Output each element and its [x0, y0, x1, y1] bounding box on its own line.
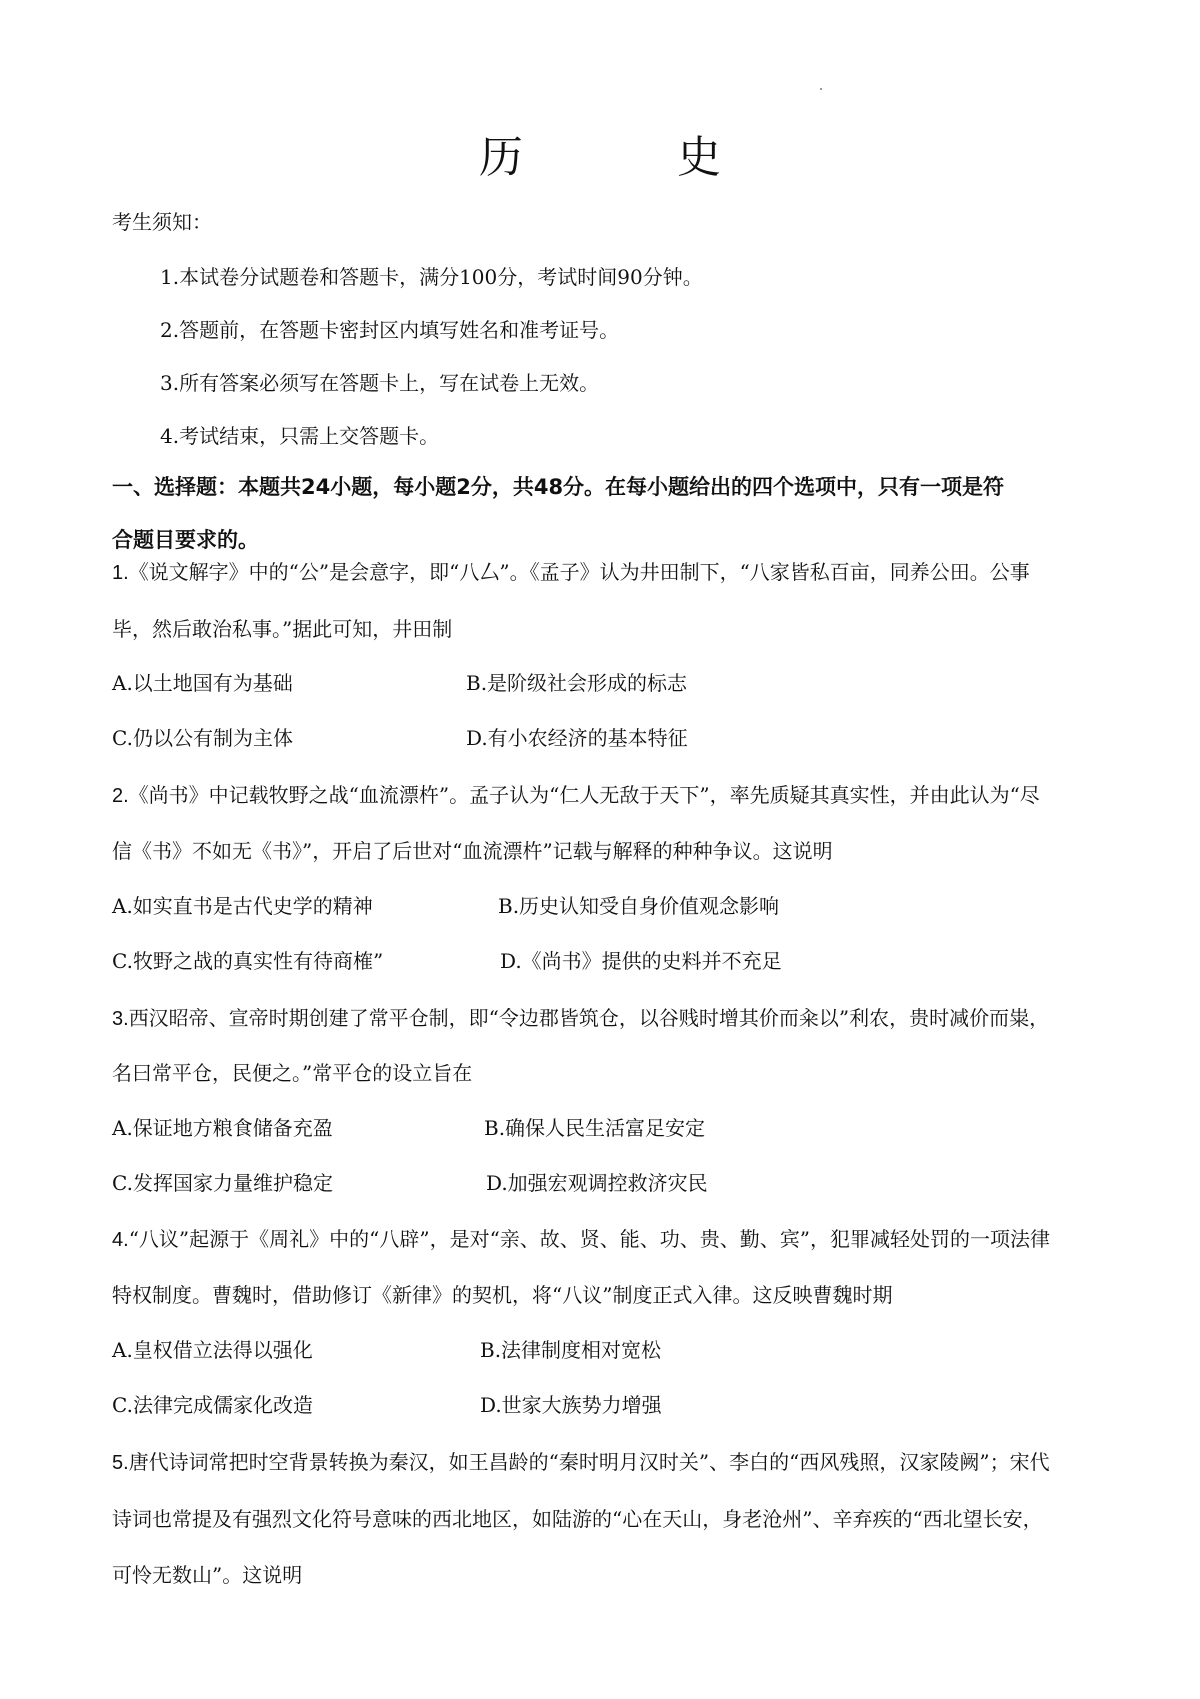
option-b: B.历史认知受自身价值观念影响: [498, 894, 780, 918]
option-b: B.是阶级社会形成的标志: [466, 671, 688, 695]
question-number: 1.: [112, 562, 129, 584]
option-a: A.保证地方粮食储备充盈: [112, 1116, 333, 1140]
question-2-line: 信《书》不如无《书》”，开启了后世对“血流漂杵”记载与解释的种种争议。这说明: [112, 839, 833, 863]
question-4-line: 特权制度。曹魏时，借助修订《新律》的契机，将“八议”制度正式入律。这反映曹魏时期: [112, 1283, 893, 1307]
question-text: 唐代诗词常把时空背景转换为秦汉，如王昌龄的“秦时明月汉时关”、李白的“西风残照，汉家陵阙”；宋代: [128, 1450, 1050, 1474]
section-heading: 合题目要求的。: [112, 528, 259, 552]
option-b: B.确保人民生活富足安定: [484, 1116, 706, 1140]
question-5-line: [112, 1447, 1050, 1478]
question-text: “八议”起源于《周礼》中的“八辟”，是对“亲、故、贤、能、功、贵、勤、宾”，犯罪减轻处罚的一项法律: [128, 1227, 1051, 1251]
option-a: A.如实直书是古代史学的精神: [112, 894, 373, 918]
notice-heading: 考生须知：: [112, 210, 212, 234]
question-text: 《尚书》中记载牧野之战“血流漂杵”。孟子认为“仁人无敌于天下”，率先质疑其真实性，并由此认为“尽: [128, 783, 1040, 807]
question-number: 2.: [112, 785, 129, 807]
question-2-line: [112, 780, 1040, 811]
question-text: 《说文解字》中的“公”是会意字，即“八厶”。《孟子》认为井田制下，“八家皆私百亩，同养公田。公事: [128, 560, 1030, 584]
option-a: A.以土地国有为基础: [112, 671, 293, 695]
option-d: D.《尚书》提供的史料并不充足: [500, 949, 782, 973]
question-5-line: 诗词也常提及有强烈文化符号意味的西北地区，如陆游的“心在天山，身老沧州”、辛弃疾的“西北望长安，: [112, 1507, 1043, 1531]
option-a: A.皇权借立法得以强化: [112, 1338, 313, 1362]
question-4-line: [112, 1224, 1050, 1255]
question-1-line: [112, 557, 1030, 588]
option-d: D.有小农经济的基本特征: [466, 726, 688, 750]
question-text: 西汉昭帝、宣帝时期创建了常平仓制，即“令边郡皆筑仓，以谷贱时增其价而籴以”利农，贵时减价而粜，: [128, 1006, 1050, 1030]
section-heading: 一、选择题：本题共24小题，每小题2分，共48分。在每小题给出的四个选项中，只有一项是符: [112, 475, 1005, 499]
option-d: D.加强宏观调控救济灾民: [486, 1171, 708, 1195]
question-number: 3.: [112, 1008, 129, 1030]
question-number: 4.: [112, 1229, 129, 1251]
notice-item: 3.所有答案必须写在答题卡上，写在试卷上无效。: [160, 371, 600, 395]
page-title: 历 史: [479, 132, 791, 183]
option-d: D.世家大族势力增强: [480, 1393, 662, 1417]
option-c: C.仍以公有制为主体: [112, 726, 293, 750]
question-5-line: 可怜无数山”。这说明: [112, 1563, 303, 1587]
option-c: C.牧野之战的真实性有待商榷”: [112, 949, 384, 973]
question-3-line: [112, 1003, 1049, 1034]
question-number: 5.: [112, 1452, 129, 1474]
option-c: C.法律完成儒家化改造: [112, 1393, 313, 1417]
scan-speck: [820, 88, 822, 90]
option-b: B.法律制度相对宽松: [480, 1338, 662, 1362]
question-3-line: 名曰常平仓，民便之。”常平仓的设立旨在: [112, 1061, 473, 1085]
notice-item: 4.考试结束，只需上交答题卡。: [160, 424, 440, 448]
notice-item: 2.答题前，在答题卡密封区内填写姓名和准考证号。: [160, 318, 620, 342]
question-1-line: 毕，然后敢治私事。”据此可知，井田制: [112, 617, 453, 641]
notice-item: 1.本试卷分试题卷和答题卡，满分100分，考试时间90分钟。: [160, 265, 703, 289]
option-c: C.发挥国家力量维护稳定: [112, 1171, 333, 1195]
